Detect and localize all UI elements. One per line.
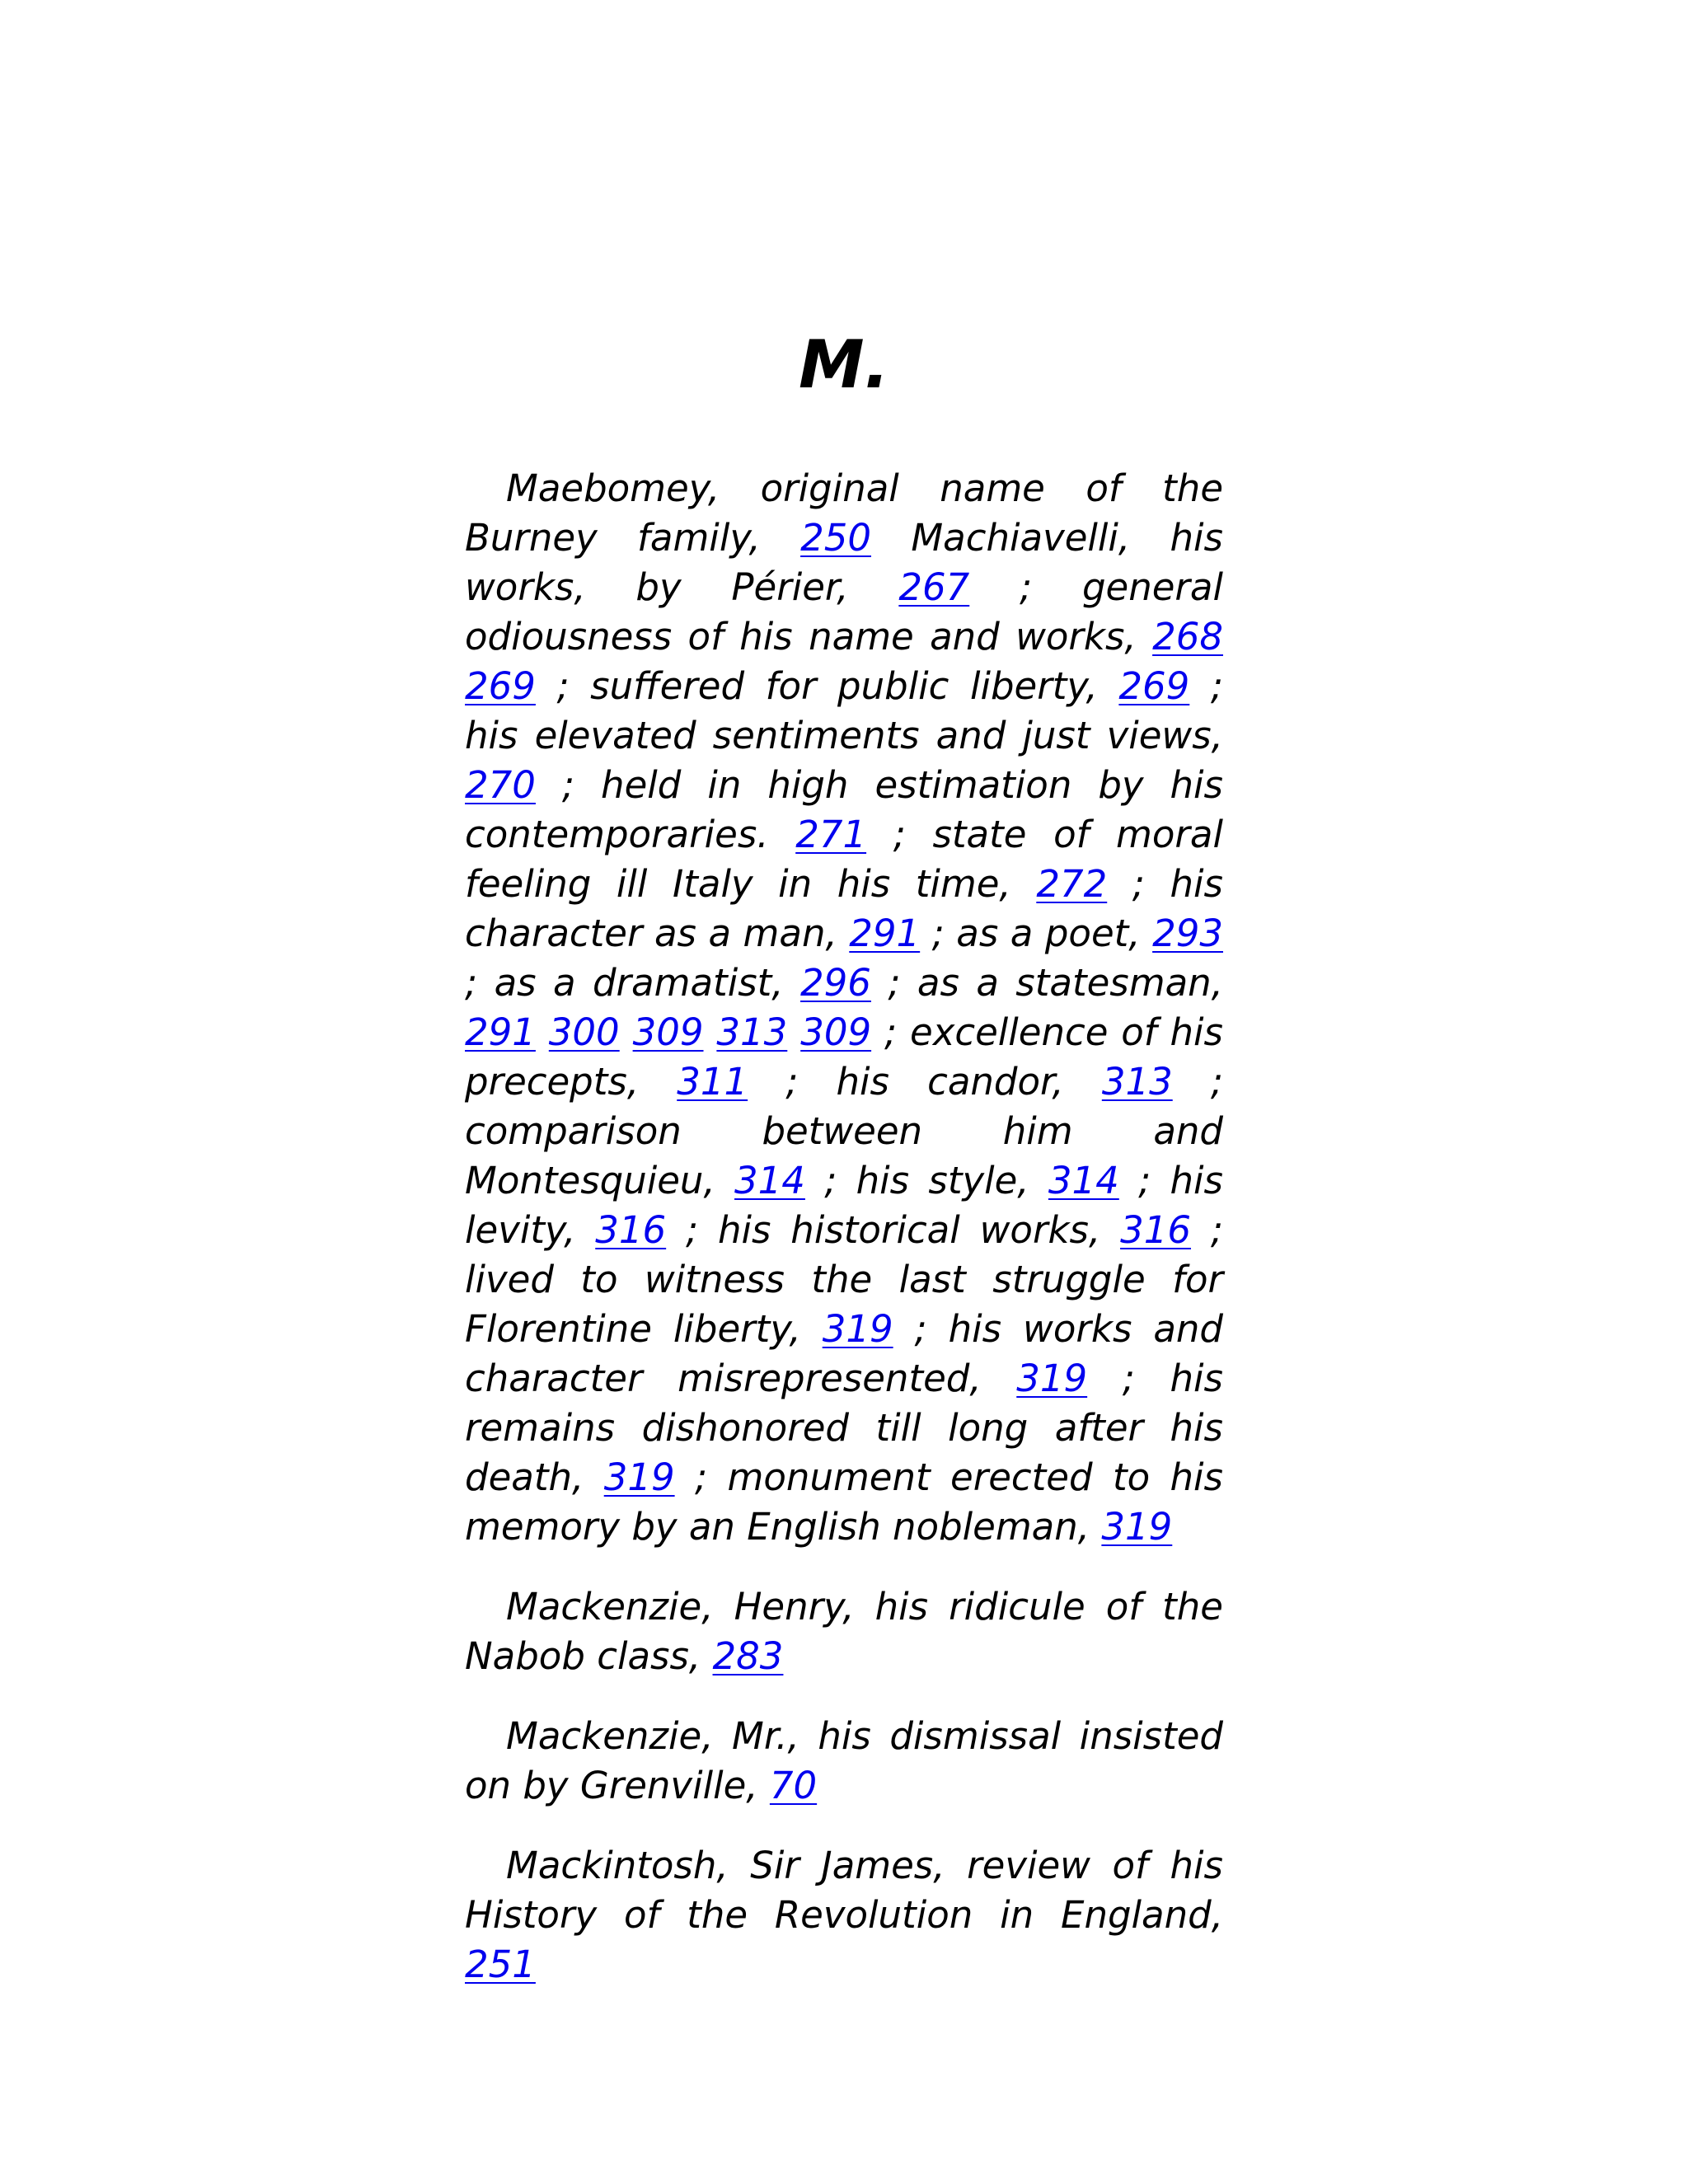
page-reference-link[interactable]: 311	[677, 1060, 748, 1104]
entry-text: Mackenzie, Henry, his ridicule of the Nabob class,	[465, 1585, 1223, 1678]
entry-text: ; comparison between him and Montesquieu,	[465, 1060, 1223, 1202]
index-entry	[465, 1582, 1223, 1681]
entry-text: ; his character as a man,	[465, 862, 1223, 955]
page-reference-link[interactable]: 319	[603, 1455, 675, 1499]
entry-text: ; state of moral feeling ill Italy in his time,	[465, 813, 1223, 906]
entry-text	[620, 1010, 633, 1054]
page-reference-link[interactable]: 267	[898, 565, 970, 609]
entry-text: ; lived to witness the last struggle for Florentine liberty,	[465, 1208, 1223, 1351]
page-reference-link[interactable]: 309	[800, 1010, 872, 1054]
page-reference-link[interactable]: 296	[800, 961, 871, 1005]
index-entry	[465, 1841, 1223, 1990]
page-reference-link[interactable]: 269	[465, 664, 536, 708]
page-reference-link[interactable]: 309	[632, 1010, 704, 1054]
entry-text	[704, 1010, 717, 1054]
entry-text: ; his levity,	[465, 1159, 1223, 1252]
entry-text: ; his style,	[804, 1159, 1048, 1202]
page-reference-link[interactable]: 291	[465, 1010, 536, 1054]
page-reference-link[interactable]: 319	[822, 1307, 893, 1351]
page-reference-link[interactable]: 251	[465, 1943, 536, 1986]
entry-text: Mackintosh, Sir James, review of his History of the Revolution in England,	[465, 1844, 1223, 1937]
page-reference-link[interactable]: 314	[734, 1159, 805, 1202]
page-reference-link[interactable]: 250	[800, 516, 871, 560]
entry-text	[536, 1010, 549, 1054]
entry-text: ; as a poet,	[920, 912, 1153, 955]
entry-text: Mackenzie, Mr., his dismissal insisted on by Grenville,	[465, 1714, 1223, 1807]
page-reference-link[interactable]: 316	[1120, 1208, 1191, 1252]
page-reference-link[interactable]: 319	[1101, 1505, 1173, 1549]
entry-text: Maebomey, original name of the Burney family,	[465, 466, 1223, 560]
page-reference-link[interactable]: 319	[1016, 1357, 1088, 1400]
page-reference-link[interactable]: 316	[595, 1208, 667, 1252]
entry-text: Machiavelli, his works, by Périer,	[465, 516, 1223, 609]
page-heading: M.	[799, 326, 889, 403]
entry-text: ; his elevated sentiments and just views,	[465, 664, 1223, 757]
index-entry	[465, 464, 1223, 1552]
entry-text: ; his works and character misrepresented,	[465, 1307, 1223, 1400]
entry-text: ; as a statesman,	[870, 961, 1223, 1005]
page-reference-link[interactable]: 270	[465, 763, 536, 807]
entry-text	[787, 1010, 800, 1054]
entry-text: ; his candor,	[748, 1060, 1102, 1104]
entry-text: ; excellence of his precepts,	[465, 1010, 1223, 1104]
entry-text: ; his remains dishonored till long after his death,	[465, 1357, 1223, 1499]
page-reference-link[interactable]: 314	[1048, 1159, 1119, 1202]
page-reference-link[interactable]: 269	[1118, 664, 1190, 708]
page-reference-link[interactable]: 291	[849, 912, 921, 955]
page-reference-link[interactable]: 293	[1152, 912, 1223, 955]
page-reference-link[interactable]: 272	[1036, 862, 1108, 906]
entry-text: ; monument erected to his memory by an English nobleman,	[465, 1455, 1223, 1549]
page-reference-link[interactable]: 268	[1152, 615, 1223, 658]
index-entries	[465, 464, 1223, 2020]
page-reference-link[interactable]: 313	[1101, 1060, 1173, 1104]
page-reference-link[interactable]: 300	[548, 1010, 620, 1054]
entry-text: ; suffered for public liberty,	[535, 664, 1119, 708]
page-reference-link[interactable]: 70	[769, 1764, 818, 1807]
entry-text: ; held in high estimation by his contemporaries.	[465, 763, 1223, 856]
index-entry	[465, 1712, 1223, 1811]
page-reference-link[interactable]: 271	[795, 813, 867, 856]
page-reference-link[interactable]: 313	[716, 1010, 788, 1054]
entry-text: ; as a dramatist,	[465, 961, 800, 1005]
page-reference-link[interactable]: 283	[712, 1634, 784, 1678]
entry-text: ; general odiousness of his name and works,	[465, 565, 1223, 658]
entry-text: ; his historical works,	[666, 1208, 1121, 1252]
